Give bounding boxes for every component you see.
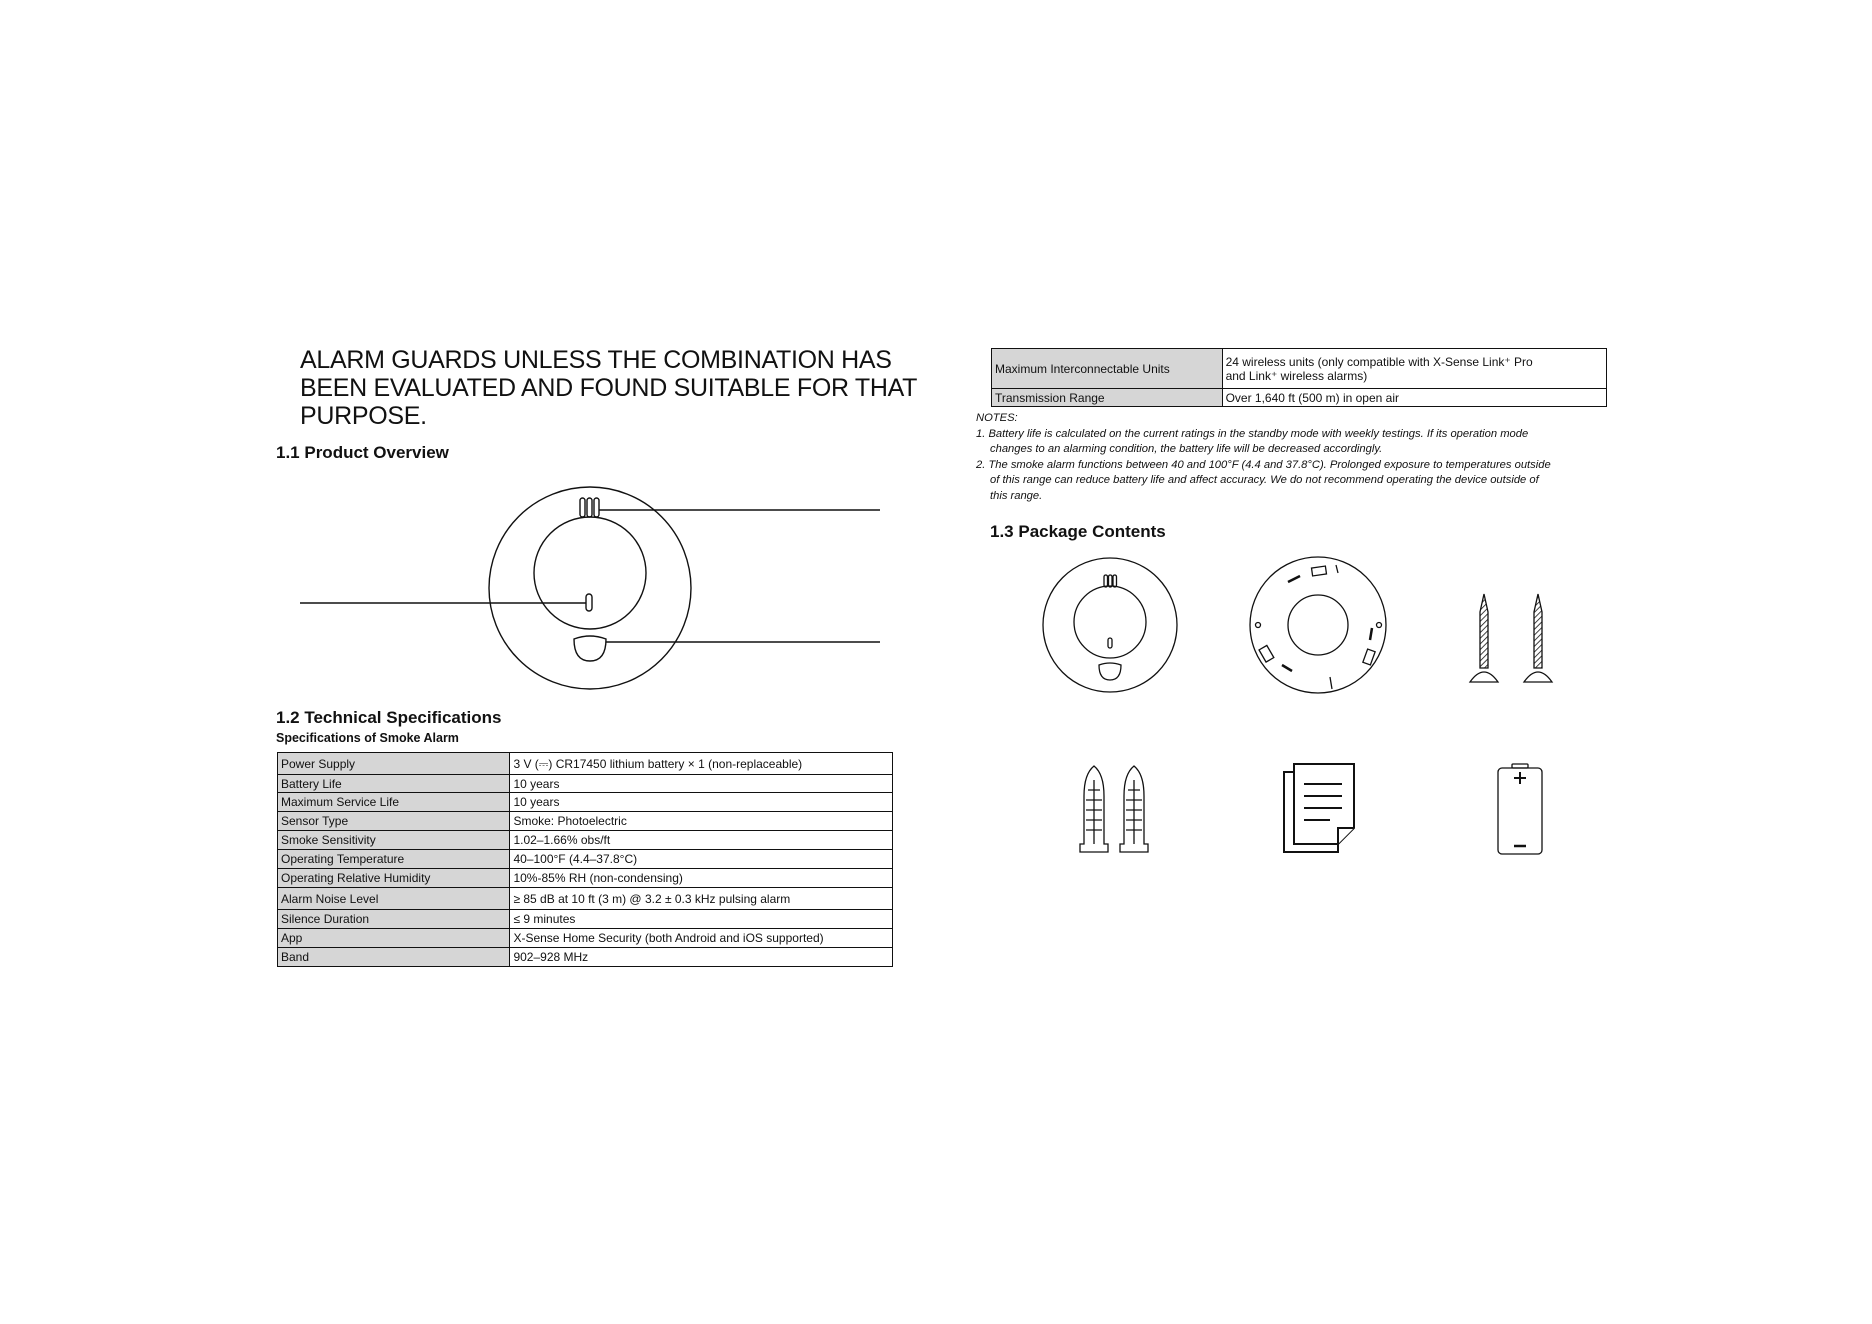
package-contents-title: 1.3 Package Contents	[990, 522, 1166, 541]
spec-label: Transmission Range	[992, 389, 1223, 407]
heading-line-3: PURPOSE.	[300, 402, 427, 430]
spec-value: 3 V (⎓) CR17450 lithium battery × 1 (non-replaceable)	[510, 753, 893, 775]
spec-value: ≤ 9 minutes	[510, 910, 893, 929]
spec-value: X-Sense Home Security (both Android and iOS supported)	[510, 929, 893, 948]
spec-label: App	[278, 929, 510, 948]
product-overview-title: 1.1 Product Overview	[276, 443, 449, 462]
spec-label: Operating Relative Humidity	[278, 869, 510, 888]
table-row	[278, 888, 893, 910]
spec-value: 10 years	[510, 793, 893, 812]
spec-label: Sensor Type	[278, 812, 510, 831]
spec-label: Maximum Service Life	[278, 793, 510, 812]
spec-label: Silence Duration	[278, 910, 510, 929]
spec-value: Smoke: Photoelectric	[510, 812, 893, 831]
manual-icon	[1280, 762, 1370, 858]
screws-icon	[1460, 590, 1580, 690]
note-line: changes to an alarming condition, the battery life will be decreased accordingly.	[990, 443, 1383, 455]
spec-value-line: and Link⁺ wireless alarms)	[1225, 368, 1368, 383]
heading-line-1: ALARM GUARDS UNLESS THE COMBINATION HAS	[300, 346, 892, 374]
spec-value: 10 years	[510, 775, 893, 793]
specs-table	[277, 752, 893, 967]
spec-value: 10%-85% RH (non-condensing)	[510, 869, 893, 888]
table-row	[278, 850, 893, 869]
spec-label: Alarm Noise Level	[278, 888, 510, 910]
spec-label: Band	[278, 948, 510, 967]
spec-value: 902–928 MHz	[510, 948, 893, 967]
spec-value: Over 1,640 ft (500 m) in open air	[1222, 389, 1606, 407]
note-line: 1. Battery life is calculated on the current ratings in the standby mode with weekly testings. If its operation mode	[976, 427, 1529, 440]
mounting-bracket-icon	[1248, 555, 1388, 695]
table-row	[278, 910, 893, 929]
spec-label: Power Supply	[278, 753, 510, 775]
spec-label: Maximum Interconnectable Units	[992, 349, 1223, 389]
heading-line-2: BEEN EVALUATED AND FOUND SUITABLE FOR THAT	[300, 374, 918, 402]
table-row	[278, 775, 893, 793]
spec-value: 1.02–1.66% obs/ft	[510, 831, 893, 850]
table-row	[278, 812, 893, 831]
spec-value: ≥ 85 dB at 10 ft (3 m) @ 3.2 ± 0.3 kHz pulsing alarm	[510, 888, 893, 910]
spec-label: Battery Life	[278, 775, 510, 793]
spec-label: Operating Temperature	[278, 850, 510, 869]
wall-anchors-icon	[1070, 760, 1170, 860]
smoke-alarm-icon	[1040, 555, 1180, 695]
table-row	[278, 831, 893, 850]
spec-value: 40–100°F (4.4–37.8°C)	[510, 850, 893, 869]
battery-icon	[1490, 760, 1550, 860]
notes-title: NOTES:	[976, 412, 1018, 424]
table-row	[278, 869, 893, 888]
spec-value-line: 24 wireless units (only compatible with X-Sense Link⁺ Pro	[1225, 354, 1533, 369]
spec-value	[1222, 349, 1606, 389]
table-row	[278, 929, 893, 948]
table-row	[278, 948, 893, 967]
technical-specs-title: 1.2 Technical Specifications	[276, 708, 502, 727]
note-line: this range.	[990, 489, 1043, 502]
note-line: of this range can reduce battery life and affect accuracy. We do not recommend operating the device outside of	[990, 474, 1539, 486]
table-row	[992, 349, 1607, 389]
specs-table-continued	[991, 348, 1607, 407]
note-line: 2. The smoke alarm functions between 40 and 100°F (4.4 and 37.8°C). Prolonged exposure to temperatures outside	[976, 458, 1551, 471]
spec-label: Smoke Sensitivity	[278, 831, 510, 850]
specs-subtitle: Specifications of Smoke Alarm	[276, 731, 459, 745]
table-row	[278, 753, 893, 775]
notes	[976, 411, 1551, 504]
table-row	[278, 793, 893, 812]
table-row	[992, 389, 1607, 407]
